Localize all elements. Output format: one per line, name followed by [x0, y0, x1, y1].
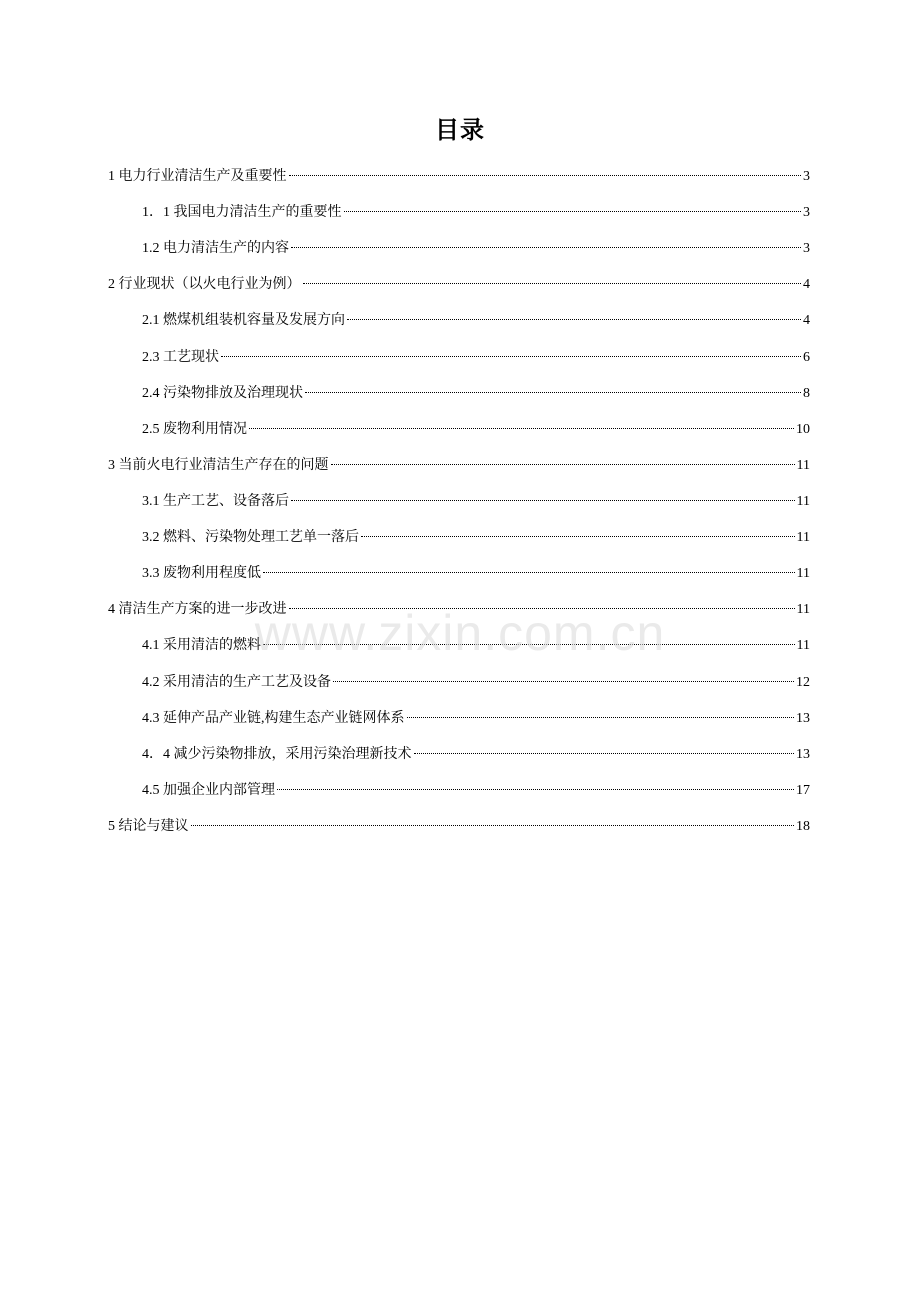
toc-entry-label: 4．4 减少污染物排放，采用污染治理新技术	[142, 747, 412, 762]
toc-entry-page: 11	[796, 566, 810, 581]
toc-dot-leader	[361, 536, 795, 537]
toc-entry-1[interactable]	[108, 167, 810, 187]
toc-entry-3[interactable]	[108, 456, 810, 476]
toc-entry-1-2[interactable]	[142, 239, 810, 259]
toc-entry-2-4[interactable]	[142, 384, 810, 404]
toc-entry-4-5[interactable]	[142, 781, 810, 801]
toc-entry-page: 8	[803, 386, 810, 401]
toc-dot-leader	[291, 500, 795, 501]
toc-entry-page: 11	[796, 602, 810, 617]
toc-dot-leader	[303, 283, 802, 284]
toc-entry-3-3[interactable]	[142, 564, 810, 584]
toc-entry-label: 4.3 延伸产品产业链,构建生态产业链网体系	[142, 711, 405, 726]
toc-dot-leader	[289, 175, 802, 176]
toc-dot-leader	[333, 681, 794, 682]
toc-entry-label: 4.5 加强企业内部管理	[142, 783, 275, 798]
toc-entry-page: 3	[803, 169, 810, 184]
toc-dot-leader	[414, 753, 795, 754]
toc-entry-page: 13	[796, 711, 810, 726]
toc-entry-2-3[interactable]	[142, 348, 810, 368]
toc-entry-page: 18	[796, 819, 810, 834]
toc-entry-page: 11	[796, 458, 810, 473]
toc-entry-label: 2.5 废物利用情况	[142, 422, 247, 437]
toc-entry-4-3[interactable]	[142, 709, 810, 729]
toc-entry-page: 6	[803, 350, 810, 365]
toc-entry-label: 1.2 电力清洁生产的内容	[142, 241, 289, 256]
toc-dot-leader	[249, 428, 794, 429]
toc-entry-label: 2.3 工艺现状	[142, 350, 219, 365]
toc-entry-label: 1．1 我国电力清洁生产的重要性	[142, 205, 342, 220]
toc-dot-leader	[331, 464, 795, 465]
toc-entry-page: 3	[803, 205, 810, 220]
toc-dot-leader	[344, 211, 802, 212]
toc-entry-1-1[interactable]	[142, 203, 810, 223]
toc-entry-label: 2.1 燃煤机组装机容量及发展方向	[142, 313, 345, 328]
toc-entry-3-2[interactable]	[142, 528, 810, 548]
toc-entry-label: 3.1 生产工艺、设备落后	[142, 494, 289, 509]
toc-dot-leader	[291, 247, 801, 248]
toc-entry-page: 11	[796, 530, 810, 545]
toc-entry-label: 3.3 废物利用程度低	[142, 566, 261, 581]
toc-dot-leader	[407, 717, 795, 718]
toc-entry-label: 2.4 污染物排放及治理现状	[142, 386, 303, 401]
toc-entry-page: 17	[796, 783, 810, 798]
toc-entry-page: 11	[796, 638, 810, 653]
toc-entry-label: 1 电力行业清洁生产及重要性	[108, 169, 287, 184]
toc-entry-page: 10	[796, 422, 810, 437]
watermark: www.zixin.com.cn	[254, 605, 666, 661]
toc-entry-label: 2 行业现状（以火电行业为例）	[108, 277, 301, 292]
toc-entry-2-5[interactable]	[142, 420, 810, 440]
toc-entry-2[interactable]	[108, 275, 810, 295]
toc-entry-page: 4	[803, 277, 810, 292]
toc-dot-leader	[289, 608, 795, 609]
toc-entry-label: 4.2 采用清洁的生产工艺及设备	[142, 675, 331, 690]
toc-entry-label: 5 结论与建议	[108, 819, 189, 834]
toc-entry-page: 4	[803, 313, 810, 328]
toc-entry-page: 11	[796, 494, 810, 509]
toc-entry-label: 3.2 燃料、污染物处理工艺单一落后	[142, 530, 359, 545]
toc-entry-4-4[interactable]	[142, 745, 810, 765]
page-title: 目录	[435, 116, 485, 144]
toc-dot-leader	[347, 319, 801, 320]
toc-dot-leader	[277, 789, 794, 790]
toc-entry-5[interactable]	[108, 817, 810, 837]
toc-entry-label: 3 当前火电行业清洁生产存在的问题	[108, 458, 329, 473]
toc-entry-page: 12	[796, 675, 810, 690]
toc-dot-leader	[305, 392, 801, 393]
toc-entry-3-1[interactable]	[142, 492, 810, 512]
toc-entry-page: 13	[796, 747, 810, 762]
toc-entry-label: 4.1 采用清洁的燃料	[142, 638, 261, 653]
toc-entry-label: 4 清洁生产方案的进一步改进	[108, 602, 287, 617]
toc-entry-2-1[interactable]	[142, 311, 810, 331]
toc-entry-4-1[interactable]	[142, 636, 810, 656]
toc-entry-4-2[interactable]	[142, 673, 810, 693]
toc-dot-leader	[191, 825, 795, 826]
toc-entry-4[interactable]	[108, 600, 810, 620]
toc-dot-leader	[221, 356, 801, 357]
toc-dot-leader	[263, 572, 795, 573]
toc-dot-leader	[263, 644, 795, 645]
toc-entry-page: 3	[803, 241, 810, 256]
